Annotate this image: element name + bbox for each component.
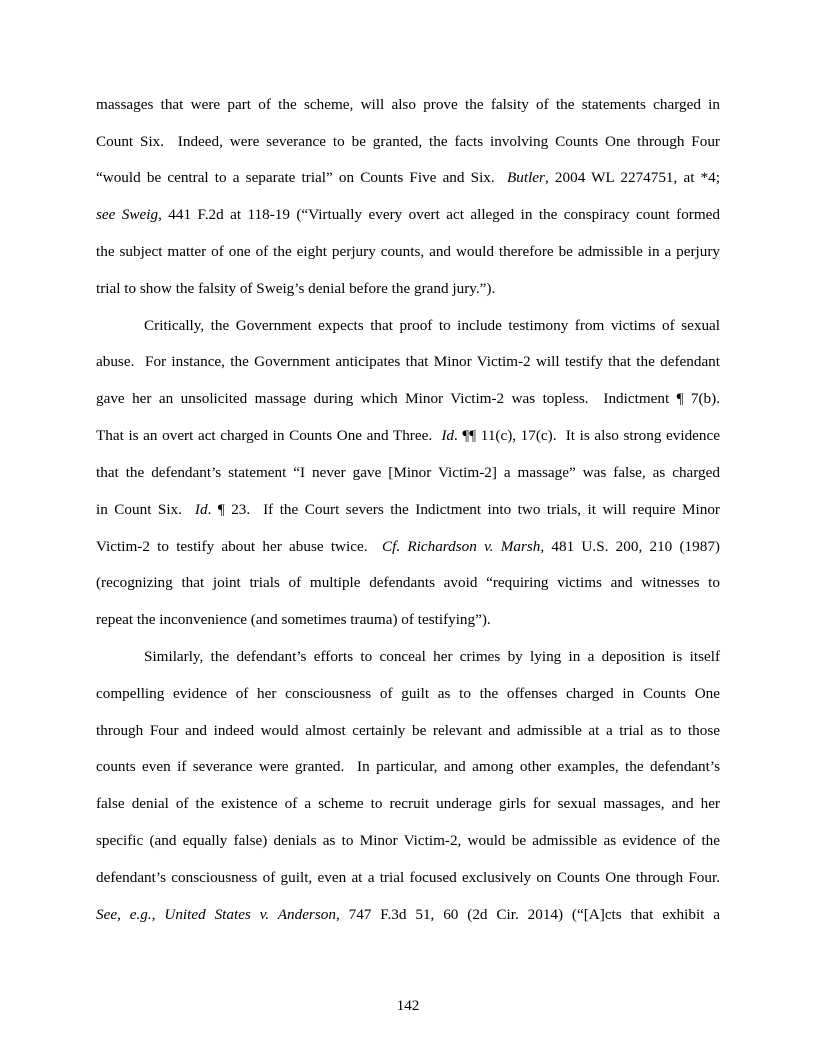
text-line: that the defendant’s statement “I never gave [Minor Victim-2] a massage” was false, as charged [96, 464, 720, 481]
text-line: in Count Six. Id. ¶ 23. If the Court severs the Indictment into two trials, it will require Minor [96, 501, 720, 518]
text-line: Victim-2 to testify about her abuse twice. Cf. Richardson v. Marsh, 481 U.S. 200, 210 (1987) [96, 538, 720, 555]
signal-phrase: See, e.g. [96, 906, 152, 923]
text-line: Count Six. Indeed, were severance to be granted, the facts involving Counts One through Four [96, 133, 720, 150]
page-number: 142 [396, 997, 420, 1014]
text-line: (recognizing that joint trials of multiple defendants avoid “requiring victims and witnesses to [96, 574, 720, 591]
text-line: gave her an unsolicited massage during which Minor Victim-2 was topless. Indictment ¶ 7(b). [96, 390, 720, 407]
text-line: see Sweig, 441 F.2d at 118-19 (“Virtually every overt act alleged in the conspiracy count formed [96, 206, 721, 223]
text-line: the subject matter of one of the eight perjury counts, and would therefore be admissible in a perjury [96, 243, 720, 260]
text-line: defendant’s consciousness of guilt, even at a trial focused exclusively on Counts One through Four. [96, 869, 720, 886]
paragraph-first-line: Similarly, the defendant’s efforts to conceal her crimes by lying in a deposition is itself [144, 648, 720, 665]
text-line: That is an overt act charged in Counts One and Three. Id. ¶¶ 11(c), 17(c). It is also strong evidence [96, 427, 721, 444]
text-line: See, e.g., United States v. Anderson, 747 F.3d 51, 60 (2d Cir. 2014) (“[A]cts that exhibit a [96, 906, 721, 923]
case-citation: Butler [507, 169, 545, 186]
text-line: trial to show the falsity of Sweig’s denial before the grand jury.”). [96, 280, 496, 297]
text-line: abuse. For instance, the Government anticipates that Minor Victim-2 will testify that the defendant [96, 353, 720, 370]
paragraph-first-line: Critically, the Government expects that proof to include testimony from victims of sexual [144, 317, 720, 334]
case-citation: United States v. Anderson [164, 906, 336, 923]
case-citation: Id [441, 427, 455, 444]
case-citation: Id [194, 501, 208, 518]
text-line: compelling evidence of her consciousness of guilt as to the offenses charged in Counts One [96, 685, 720, 702]
case-citation: Cf. Richardson v. Marsh [381, 538, 541, 555]
text-line: specific (and equally false) denials as to Minor Victim-2, would be admissible as evidence of the [96, 832, 720, 849]
text-line: massages that were part of the scheme, will also prove the falsity of the statements charged in [96, 96, 720, 113]
text-line: “would be central to a separate trial” on Counts Five and Six. Butler, 2004 WL 2274751, at *4; [96, 169, 720, 186]
text-line: repeat the inconvenience (and sometimes trauma) of testifying”). [96, 611, 491, 628]
case-citation: see Sweig [96, 206, 159, 223]
text-line: counts even if severance were granted. In particular, and among other examples, the defendant’s [96, 758, 720, 775]
text-line: through Four and indeed would almost certainly be relevant and admissible at a trial as to those [96, 722, 720, 739]
text-line: false denial of the existence of a scheme to recruit underage girls for sexual massages, and her [96, 795, 720, 812]
